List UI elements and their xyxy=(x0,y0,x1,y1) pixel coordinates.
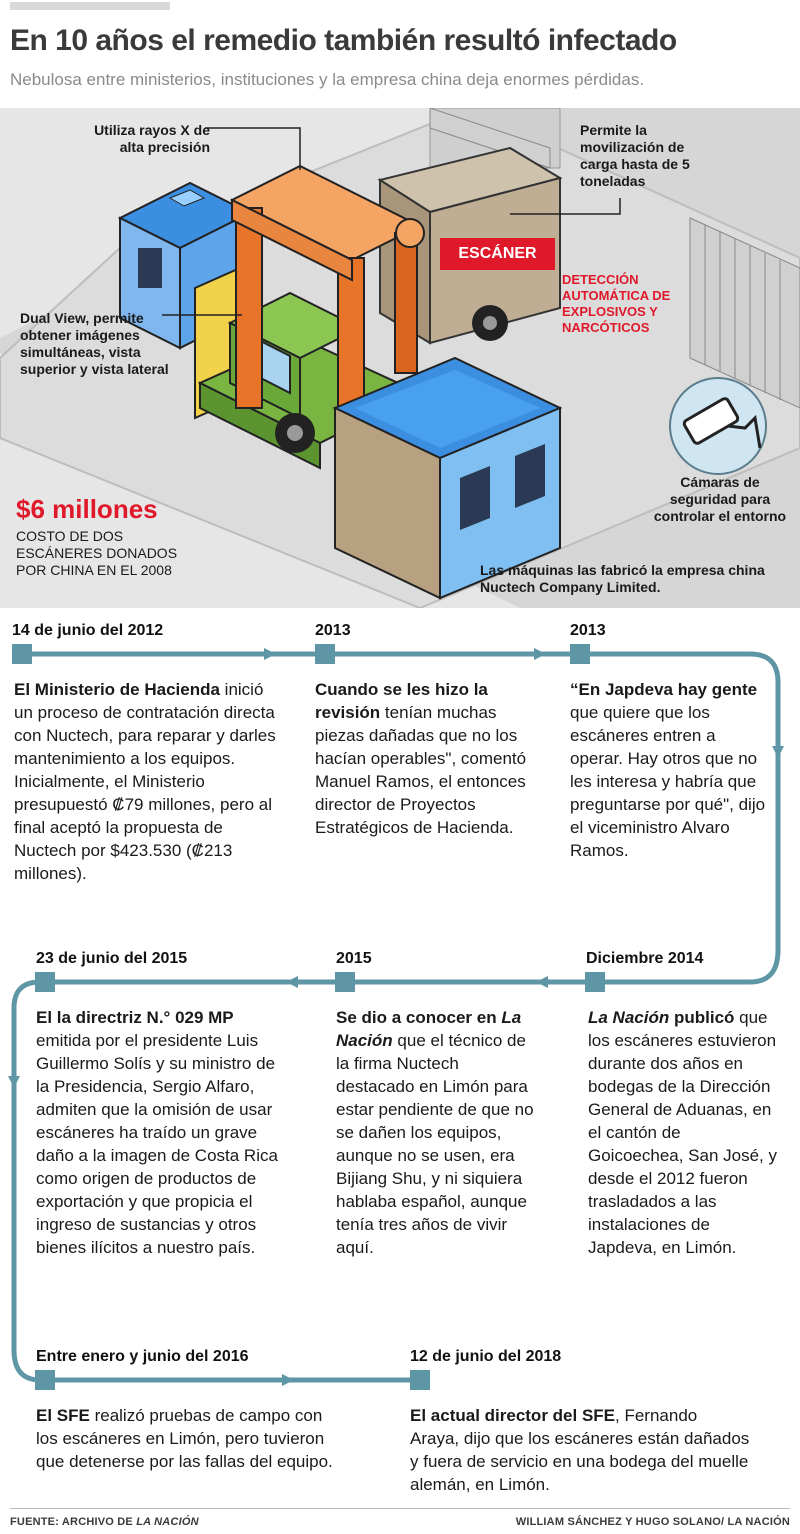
event-text: El actual director del SFE, Fernando Araya, dijo que los escáneres están dañados y fuera de servicio en una bodega del muelle alemán, en Limón. xyxy=(410,1406,750,1494)
event-date: 23 de junio del 2015 xyxy=(36,950,188,967)
event-text: La Nación publicó que los escáneres estuvieron durante dos años en bodegas de la Dirección General de Aduanas, en el cantón de Goicoechea, San José, y desde el 2012 fueron trasladados a las instalaciones de Japdeva, en Limón. xyxy=(588,1008,778,1257)
cameras-label: Cámaras de seguridad para controlar el entorno xyxy=(653,474,787,524)
footer-credits: WILLIAM SÁNCHEZ Y HUGO SOLANO/ LA NACIÓN xyxy=(515,1516,790,1528)
cargo-label: Permite la movilización de carga hasta de 5 toneladas xyxy=(580,122,690,189)
event-text: El la directriz N.° 029 MP emitida por el presidente Luis Guillermo Solís y su ministro de la Presidencia, Sergio Alfaro, admiten que la omisión de usar escáneres ha traído un grave daño a la imagen de Costa Rica como origen de productos de exportación y que propicia el ingreso de sustancias y otros bienes ilícitos a nuestro país. xyxy=(36,1008,278,1257)
event-text: El SFE realizó pruebas de campo con los escáneres en Limón, pero tuvieron que detenerse por las fallas del equipo. xyxy=(36,1406,333,1471)
top-rule xyxy=(10,2,170,10)
xray-label: Utiliza rayos X de alta precisión xyxy=(94,122,210,155)
detection-label: DETECCIÓN AUTOMÁTICA DE EXPLOSIVOS Y NARCÓTICOS xyxy=(562,272,671,335)
event-text: Se dio a conocer en La Nación que el técnico de la firma Nuctech destacado en Limón para estar pendiente de que no se dañen los equipos, aunque no se usen, era Bijiang Shu, y ni siquiera hablaba español, aunque tenía tres años de vivir aquí. xyxy=(336,1008,534,1257)
dual-view-label: Dual View, permite obtener imágenes simultáneas, vista superior y vista lateral xyxy=(20,310,169,377)
cost-value: $6 millones xyxy=(16,494,158,524)
footer-source: FUENTE: ARCHIVO DE LA NACIÓN xyxy=(10,1516,199,1528)
event-date: 12 de junio del 2018 xyxy=(410,1348,562,1365)
event-date: 2013 xyxy=(315,622,351,639)
event-date: Diciembre 2014 xyxy=(586,950,704,967)
event-text: El Ministerio de Hacienda inició un proceso de contratación directa con Nuctech, para reparar y darles mantenimiento a los equipos. Inicialmente, el Ministerio presupuestó ₡79 millones, pero al final aceptó la propuesta de Nuctech por $423.530 (₡213 millones). xyxy=(14,680,276,883)
event-date: 14 de junio del 2012 xyxy=(12,622,164,639)
event-date: 2015 xyxy=(336,950,372,967)
page-subtitle: Nebulosa entre ministerios, instituciones y la empresa china deja enormes pérdidas. xyxy=(10,70,645,89)
page-title: En 10 años el remedio también resultó infectado xyxy=(10,24,677,57)
cost-description: COSTO DE DOS ESCÁNERES DONADOS POR CHINA EN EL 2008 xyxy=(16,528,178,578)
maker-label: Las máquinas las fabricó la empresa china Nuctech Company Limited. xyxy=(480,562,765,595)
event-text: “En Japdeva hay gente que quiere que los escáneres entren a operar. Hay otros que no les interesa y habría que preguntarse por qué", dijo el viceministro Alvaro Ramos. xyxy=(570,680,766,860)
event-text: Cuando se les hizo la revisión tenían muchas piezas dañadas que no los hacían operables", comentó Manuel Ramos, el entonces director de Proyectos Estratégicos de Hacienda. xyxy=(315,680,527,837)
security-camera-icon xyxy=(670,378,766,474)
event-date: Entre enero y junio del 2016 xyxy=(36,1348,249,1365)
footer-rule xyxy=(10,1508,790,1509)
event-date: 2013 xyxy=(570,622,606,639)
scanner-badge: ESCÁNER xyxy=(458,245,537,262)
